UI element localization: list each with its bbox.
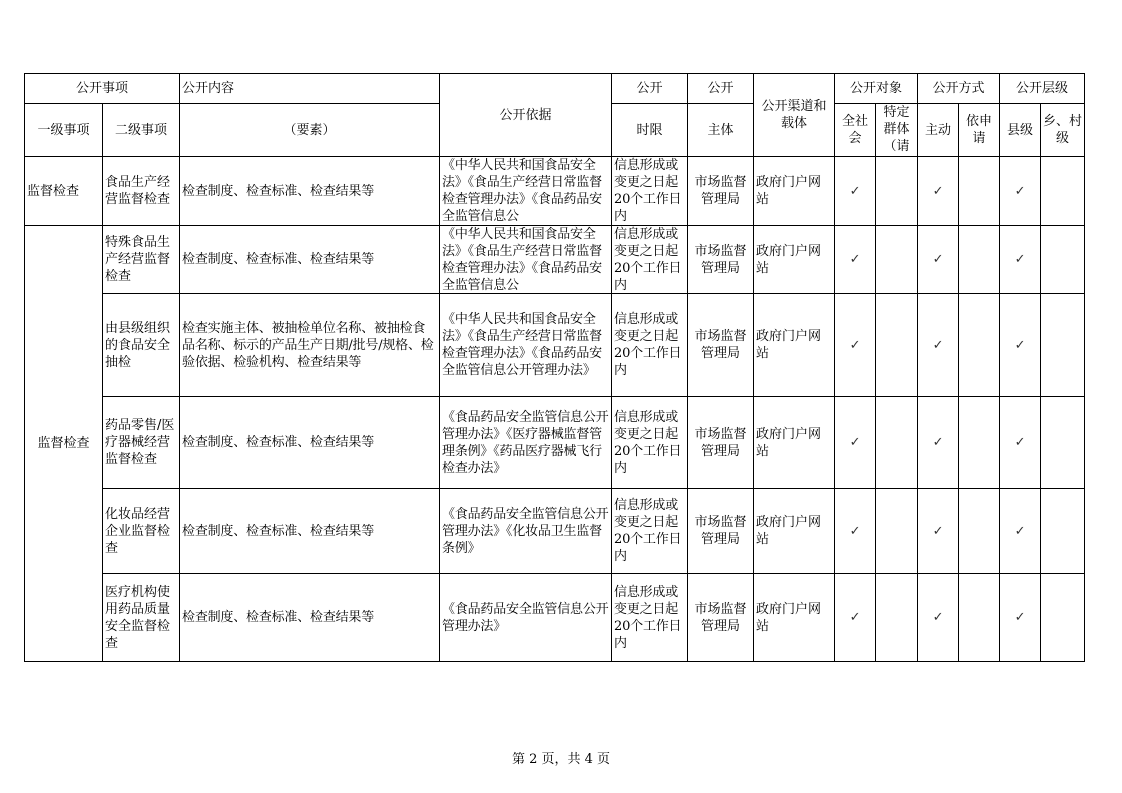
check-county: ✓	[1000, 157, 1041, 226]
basis-cell: 《中华人民共和国食品安全法》《食品生产经营日常监督检查管理办法》《食品药品安全监管信息公	[440, 226, 612, 294]
check-society: ✓	[835, 574, 876, 662]
table-row	[25, 397, 1085, 489]
table-row	[25, 294, 1085, 397]
empty-specific	[876, 226, 918, 294]
table-row	[25, 226, 1085, 294]
check-society: ✓	[835, 157, 876, 226]
basis-cell: 《中华人民共和国食品安全法》《食品生产经营日常监督检查管理办法》《食品药品安全监管信息公	[440, 157, 612, 226]
check-society: ✓	[835, 397, 876, 489]
check-county: ✓	[1000, 397, 1041, 489]
content-cell: 检查制度、检查标准、检查结果等	[180, 489, 440, 574]
empty-specific	[876, 157, 918, 226]
level2-cell: 特殊食品生产经营监督检查	[103, 226, 180, 294]
empty-village	[1041, 397, 1085, 489]
subject-cell: 市场监督管理局	[688, 574, 754, 662]
check-society: ✓	[835, 294, 876, 397]
subject-cell: 市场监督管理局	[688, 397, 754, 489]
basis-cell: 《食品药品安全监管信息公开管理办法》《医疗器械监督管理条例》《药品医疗器械飞行检查办法》	[440, 397, 612, 489]
check-active: ✓	[918, 574, 959, 662]
header-level2: 二级事项	[103, 104, 180, 157]
empty-apply	[959, 157, 1000, 226]
channel-cell: 政府门户网站	[754, 226, 835, 294]
content-cell: 检查实施主体、被抽检单位名称、被抽检食品名称、标示的产品生产日期/批号/规格、检验依据、检验机构、检查结果等	[180, 294, 440, 397]
merged-level1-cell: 监督检查	[25, 226, 103, 662]
empty-village	[1041, 157, 1085, 226]
empty-specific	[876, 574, 918, 662]
time-cell: 信息形成或变更之日起20个工作日内	[612, 294, 688, 397]
subject-cell: 市场监督管理局	[688, 226, 754, 294]
basis-cell: 《食品药品安全监管信息公开管理办法》	[440, 574, 612, 662]
subject-cell: 市场监督管理局	[688, 489, 754, 574]
channel-cell: 政府门户网站	[754, 397, 835, 489]
empty-specific	[876, 489, 918, 574]
empty-apply	[959, 226, 1000, 294]
check-society: ✓	[835, 489, 876, 574]
check-active: ✓	[918, 157, 959, 226]
time-cell: 信息形成或变更之日起20个工作日内	[612, 397, 688, 489]
subject-cell: 市场监督管理局	[688, 294, 754, 397]
check-active: ✓	[918, 294, 959, 397]
channel-cell: 政府门户网站	[754, 294, 835, 397]
header-village: 乡、村级	[1041, 104, 1085, 157]
header-subject-bottom: 主体	[688, 104, 754, 157]
check-county: ✓	[1000, 226, 1041, 294]
level2-cell: 由县级组织的食品安全抽检	[103, 294, 180, 397]
basis-cell: 《食品药品安全监管信息公开管理办法》《化妆品卫生监督条例》	[440, 489, 612, 574]
level2-cell: 化妆品经营企业监督检查	[103, 489, 180, 574]
page-footer: 第 2 页，共 4 页	[511, 752, 611, 767]
header-method: 公开方式	[918, 74, 1000, 104]
header-time-bottom: 时限	[612, 104, 688, 157]
check-society: ✓	[835, 226, 876, 294]
time-cell: 信息形成或变更之日起20个工作日内	[612, 574, 688, 662]
header-target: 公开对象	[835, 74, 918, 104]
header-item-group: 公开事项	[25, 74, 180, 104]
content-cell: 检查制度、检查标准、检查结果等	[180, 574, 440, 662]
level2-cell: 食品生产经营监督检查	[103, 157, 180, 226]
header-society: 全社会	[835, 104, 876, 157]
subject-cell: 市场监督管理局	[688, 157, 754, 226]
header-county: 县级	[1000, 104, 1041, 157]
channel-cell: 政府门户网站	[754, 157, 835, 226]
content-cell: 检查制度、检查标准、检查结果等	[180, 397, 440, 489]
table-row	[25, 157, 1085, 226]
empty-village	[1041, 226, 1085, 294]
check-active: ✓	[918, 489, 959, 574]
header-level: 公开层级	[1000, 74, 1085, 104]
content-cell: 检查制度、检查标准、检查结果等	[180, 226, 440, 294]
header-time-top: 公开	[612, 74, 688, 104]
header-active: 主动	[918, 104, 959, 157]
basis-cell: 《中华人民共和国食品安全法》《食品生产经营日常监督检查管理办法》《食品药品安全监管信息公开管理办法》	[440, 294, 612, 397]
check-county: ✓	[1000, 294, 1041, 397]
empty-village	[1041, 294, 1085, 397]
empty-apply	[959, 489, 1000, 574]
table-row	[25, 574, 1085, 662]
level1-cell: 监督检查	[25, 157, 103, 226]
channel-cell: 政府门户网站	[754, 574, 835, 662]
table-row	[25, 489, 1085, 574]
empty-apply	[959, 294, 1000, 397]
header-subject-top: 公开	[688, 74, 754, 104]
header-specific: 特定群体（请	[876, 104, 918, 157]
check-county: ✓	[1000, 489, 1041, 574]
check-active: ✓	[918, 226, 959, 294]
empty-village	[1041, 489, 1085, 574]
check-active: ✓	[918, 397, 959, 489]
header-basis: 公开依据	[440, 74, 612, 157]
header-channel: 公开渠道和载体	[754, 74, 835, 157]
empty-specific	[876, 397, 918, 489]
time-cell: 信息形成或变更之日起20个工作日内	[612, 226, 688, 294]
empty-village	[1041, 574, 1085, 662]
content-cell: 检查制度、检查标准、检查结果等	[180, 157, 440, 226]
disclosure-table	[24, 73, 1085, 662]
level2-cell: 医疗机构使用药品质量安全监督检查	[103, 574, 180, 662]
level2-cell: 药品零售/医疗器械经营监督检查	[103, 397, 180, 489]
channel-cell: 政府门户网站	[754, 489, 835, 574]
empty-apply	[959, 574, 1000, 662]
header-level1: 一级事项	[25, 104, 103, 157]
empty-specific	[876, 294, 918, 397]
header-content-group: 公开内容	[180, 74, 440, 104]
header-elements: （要素）	[180, 104, 440, 157]
time-cell: 信息形成或变更之日起20个工作日内	[612, 489, 688, 574]
time-cell: 信息形成或变更之日起20个工作日内	[612, 157, 688, 226]
header-apply: 依申请	[959, 104, 1000, 157]
check-county: ✓	[1000, 574, 1041, 662]
empty-apply	[959, 397, 1000, 489]
